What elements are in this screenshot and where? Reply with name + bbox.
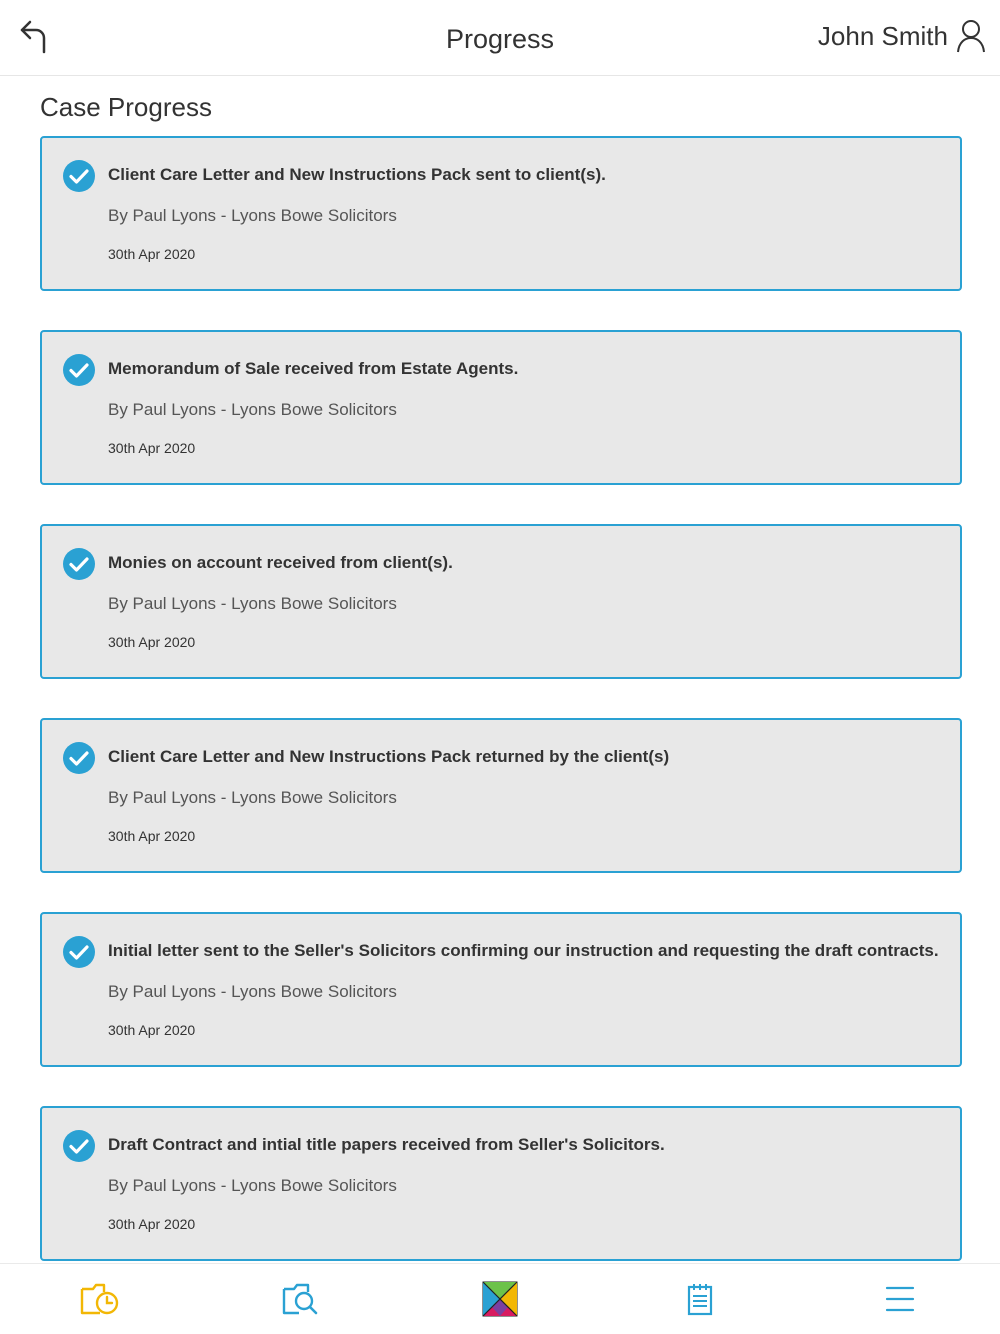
progress-title: Memorandum of Sale received from Estate Agents. [108,359,519,378]
check-circle-icon [62,353,96,387]
check-circle-icon [62,547,96,581]
check-circle-icon [62,935,96,969]
menu-icon [885,1284,915,1314]
progress-date: 30th Apr 2020 [108,828,196,844]
section-title: Case Progress [40,92,212,122]
progress-author: By Paul Lyons - Lyons Bowe Solicitors [108,982,397,1001]
progress-card[interactable] [40,718,962,873]
notepad-icon [687,1282,713,1316]
user-profile-button[interactable] [818,16,986,56]
document-search-icon [282,1282,318,1316]
progress-card[interactable] [40,524,962,679]
progress-title: Client Care Letter and New Instructions Pack sent to client(s). [108,165,606,184]
progress-title: Draft Contract and intial title papers received from Seller's Solicitors. [108,1135,665,1154]
nav-document-search[interactable] [280,1279,320,1319]
progress-card[interactable] [40,330,962,485]
progress-date: 30th Apr 2020 [108,246,196,262]
progress-title: Monies on account received from client(s). [108,553,453,572]
nav-menu[interactable] [880,1279,920,1319]
nav-case-timeline[interactable] [80,1279,120,1319]
progress-card[interactable] [40,912,962,1067]
app-logo-icon [482,1281,518,1317]
nav-notes[interactable] [680,1279,720,1319]
progress-author: By Paul Lyons - Lyons Bowe Solicitors [108,788,397,807]
progress-card[interactable] [40,136,962,291]
user-name: John Smith [817,20,948,51]
case-progress-section [40,92,962,1300]
progress-author: By Paul Lyons - Lyons Bowe Solicitors [108,1176,397,1195]
top-bar [0,0,1000,76]
progress-author: By Paul Lyons - Lyons Bowe Solicitors [108,400,397,419]
user-icon [956,19,986,53]
progress-title: Initial letter sent to the Seller's Solicitors confirming our instruction and requesting the draft contracts. [108,941,939,960]
progress-date: 30th Apr 2020 [108,440,196,456]
progress-author: By Paul Lyons - Lyons Bowe Solicitors [108,594,397,613]
check-circle-icon [62,741,96,775]
nav-home[interactable] [480,1279,520,1319]
check-circle-icon [62,1129,96,1163]
progress-author: By Paul Lyons - Lyons Bowe Solicitors [108,206,397,225]
bottom-nav [0,1263,1000,1334]
progress-title: Client Care Letter and New Instructions Pack returned by the client(s) [108,747,670,766]
case-timeline-icon [80,1282,120,1316]
check-circle-icon [62,159,96,193]
progress-date: 30th Apr 2020 [108,1022,196,1038]
progress-date: 30th Apr 2020 [108,634,196,650]
progress-date: 30th Apr 2020 [108,1216,196,1232]
progress-card[interactable] [40,1106,962,1261]
page-title: Progress [445,24,555,54]
